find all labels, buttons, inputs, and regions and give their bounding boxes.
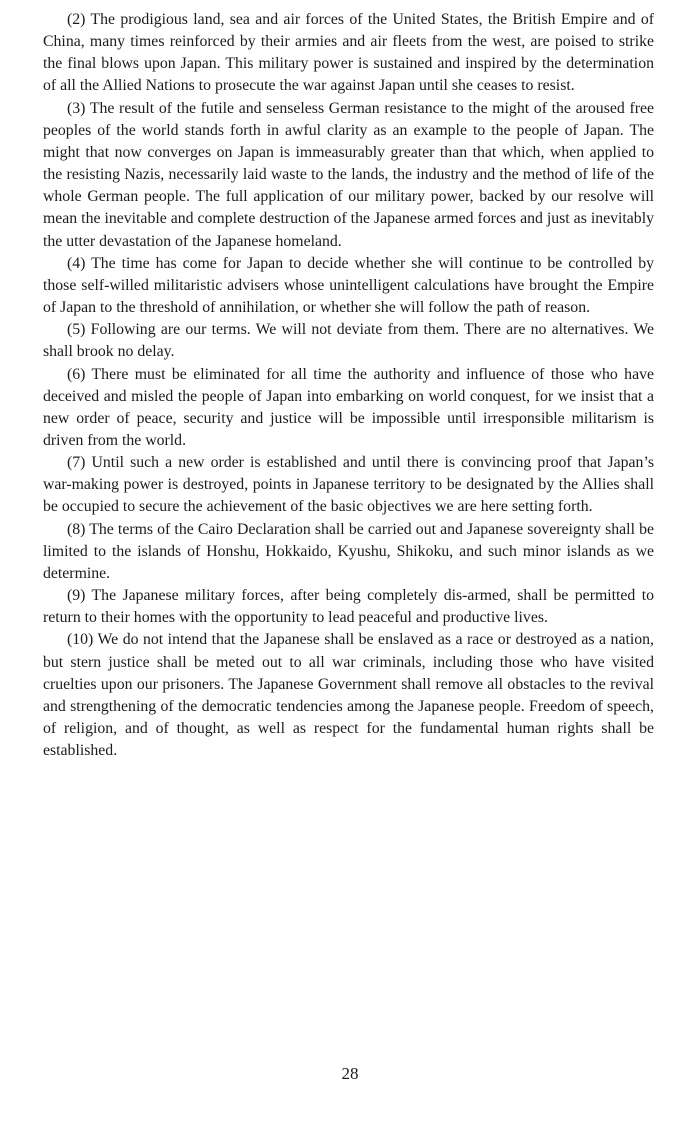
paragraph-7: (7) Until such a new order is established and until there is convincing proof that Japan’s war-making power is destroyed, points in Japanese territory to be designated by the Allies shall be occupied to secure the achievement of the basic objectives we are here setting forth. [43,454,654,516]
paragraph-3: (3) The result of the futile and senseless German resistance to the might of the aroused free peoples of the world stands forth in awful clarity as an example to the people of Japan. The might that now converges on Japan is immeasurably greater than that which, when applied to the resisting Nazis, necessarily laid waste to the lands, the industry and the method of life of the whole German people. The full application of our military power, backed by our resolve will mean the inevitable and complete destruction of the Japanese armed forces and just as inevitably the utter devastation of the Japanese homeland. [43,99,654,250]
paragraph-4: (4) The time has come for Japan to decide whether she will continue to be controlled by those self-willed militaristic advisers whose unintelligent calculations have brought the Empire of Japan to the threshold of annihilation, or whether she will follow the path of reason. [43,254,654,317]
paragraph-6: (6) There must be eliminated for all time the authority and influence of those who have deceived and misled the people of Japan into embarking on world conquest, for we insist that a new order of peace, security and justice will be impossible until irresponsible militarism is driven from the world. [43,365,654,449]
paragraph-5: (5) Following are our terms. We will not deviate from them. There are no alternatives. We shall brook no delay. [43,321,654,361]
body-text [43,9,654,762]
paragraph-8: (8) The terms of the Cairo Declaration shall be carried out and Japanese sovereignty shall be limited to the islands of Honshu, Hokkaido, Kyushu, Shikoku, and such minor islands as we determine. [43,520,654,582]
paragraph-2: (2) The prodigious land, sea and air forces of the United States, the British Empire and of China, many times reinforced by their armies and air fleets from the west, are poised to strike the final blows upon Japan. This military power is sustained and inspired by the determination of all the Allied Nations to prosecute the war against Japan until she ceases to resist. [43,11,654,95]
paragraph-9: (9) The Japanese military forces, after being completely dis-armed, shall be permitted to return to their homes with the opportunity to lead peaceful and productive lives. [43,587,654,627]
paragraph-10: (10) We do not intend that the Japanese shall be enslaved as a race or destroyed as a nation, but stern justice shall be meted out to all war criminals, including those who have visited cruelties upon our prisoners. The Japanese Government shall remove all obstacles to the revival and strengthening of the democratic tendencies among the Japanese people. Freedom of speech, of religion, and of thought, as well as respect for the fundamental human rights shall be established. [43,631,654,760]
page-number: 28 [341,1064,359,1083]
